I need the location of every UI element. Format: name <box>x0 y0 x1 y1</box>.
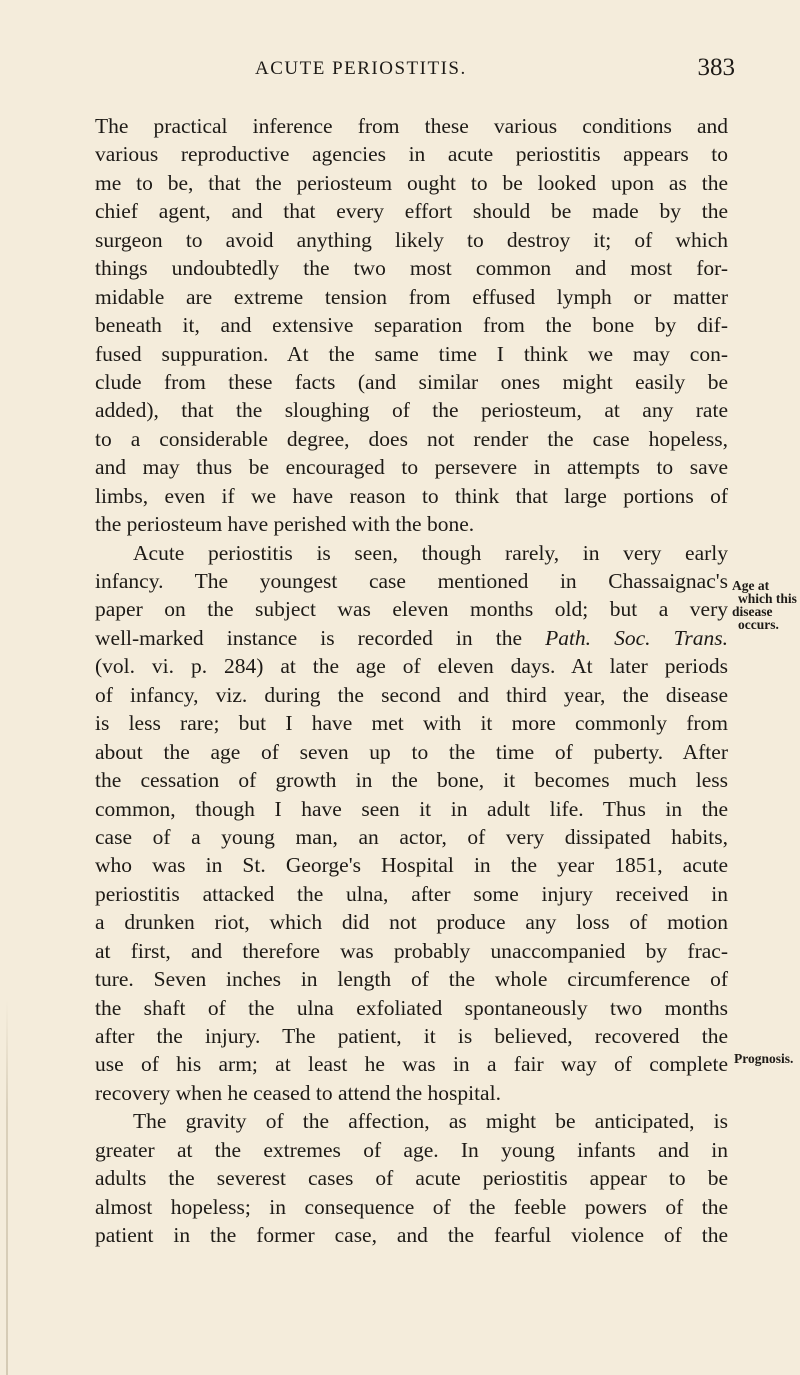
text-line: midable are extreme tension from effused lymph or matter <box>95 284 728 309</box>
text-line: almost hopeless; in consequence of the feeble powers of the <box>95 1194 728 1219</box>
text-line: a drunken riot, which did not produce any loss of motion <box>95 910 728 935</box>
scan-edge-shadow <box>6 1000 8 1375</box>
text-segment: well-marked instance is recorded in the <box>95 625 522 650</box>
journal-reference: Path. Soc. Trans. <box>545 625 729 650</box>
paragraph-start-line: The gravity of the affection, as might be anticipated, is <box>133 1109 728 1134</box>
margin-note-line: occurs. <box>738 617 779 632</box>
text-line: fused suppuration. At the same time I think we may con- <box>95 341 728 366</box>
text-line: common, though I have seen it in adult life. Thus in the <box>95 796 728 821</box>
text-line: and may thus be encouraged to persevere in attempts to save <box>95 455 728 480</box>
text-line: the cessation of growth in the bone, it becomes much less <box>95 768 728 793</box>
text-line: (vol. vi. p. 284) at the age of eleven days. At later periods <box>95 654 728 679</box>
margin-note-prognosis: Prognosis. <box>734 1051 794 1066</box>
text-line: surgeon to avoid anything likely to destroy it; of which <box>95 227 728 252</box>
running-head-title: ACUTE PERIOSTITIS. <box>255 58 467 79</box>
text-line: about the age of seven up to the time of puberty. After <box>95 739 728 764</box>
text-line: the periosteum have perished with the bone. <box>95 512 475 537</box>
text-line: chief agent, and that every effort should be made by the <box>95 199 728 224</box>
body-text <box>95 112 728 1250</box>
text-line: recovery when he ceased to attend the hospital. <box>95 1080 501 1105</box>
text-line: adults the severest cases of acute periostitis appear to be <box>95 1166 728 1191</box>
running-head <box>95 54 735 88</box>
text-line: greater at the extremes of age. In young infants and in <box>95 1137 728 1162</box>
margin-note-line: Age at <box>732 578 770 593</box>
text-line: periostitis attacked the ulna, after some injury received in <box>95 881 728 906</box>
text-line: things undoubtedly the two most common and most for- <box>95 256 728 281</box>
text-line: case of a young man, an actor, of very dissipated habits, <box>95 824 728 849</box>
text-line: clude from these facts (and similar ones might easily be <box>95 369 728 394</box>
text-line: to a considerable degree, does not render the case hopeless, <box>95 426 728 451</box>
text-line: infancy. The youngest case mentioned in Chassaignac's <box>95 569 728 593</box>
text-line: who was in St. George's Hospital in the year 1851, acute <box>95 853 728 878</box>
text-line: beneath it, and extensive separation from the bone by dif- <box>95 313 728 338</box>
text-line: various reproductive agencies in acute periostitis appears to <box>95 142 728 167</box>
text-line: is less rare; but I have met with it more commonly from <box>95 711 728 736</box>
text-line: The practical inference from these various conditions and <box>95 114 728 138</box>
text-line: after the injury. The patient, it is believed, recovered the <box>95 1024 728 1048</box>
margin-note-line: disease <box>732 604 773 619</box>
text-line: at first, and therefore was probably unaccompanied by frac- <box>95 938 728 963</box>
text-line: limbs, even if we have reason to think that large portions of <box>95 483 728 508</box>
text-line: me to be, that the periosteum ought to be looked upon as the <box>95 170 728 195</box>
text-line: ture. Seven inches in length of the whole circumference of <box>95 967 728 992</box>
page-number: 383 <box>697 54 735 81</box>
text-line: paper on the subject was eleven months old; but a very <box>95 597 728 622</box>
text-line: use of his arm; at least he was in a fair way of complete <box>95 1052 728 1077</box>
paragraph-start-line: Acute periostitis is seen, though rarely, in very early <box>133 540 728 565</box>
text-line: of infancy, viz. during the second and third year, the disease <box>95 682 728 707</box>
text-line-with-reference <box>95 624 728 652</box>
text-line: patient in the former case, and the fearful violence of the <box>95 1223 728 1248</box>
margin-note-line: which this <box>738 591 797 606</box>
text-line: added), that the sloughing of the periosteum, at any rate <box>95 398 728 423</box>
margin-note-age <box>732 579 797 631</box>
text-line: the shaft of the ulna exfoliated spontaneously two months <box>95 995 728 1020</box>
